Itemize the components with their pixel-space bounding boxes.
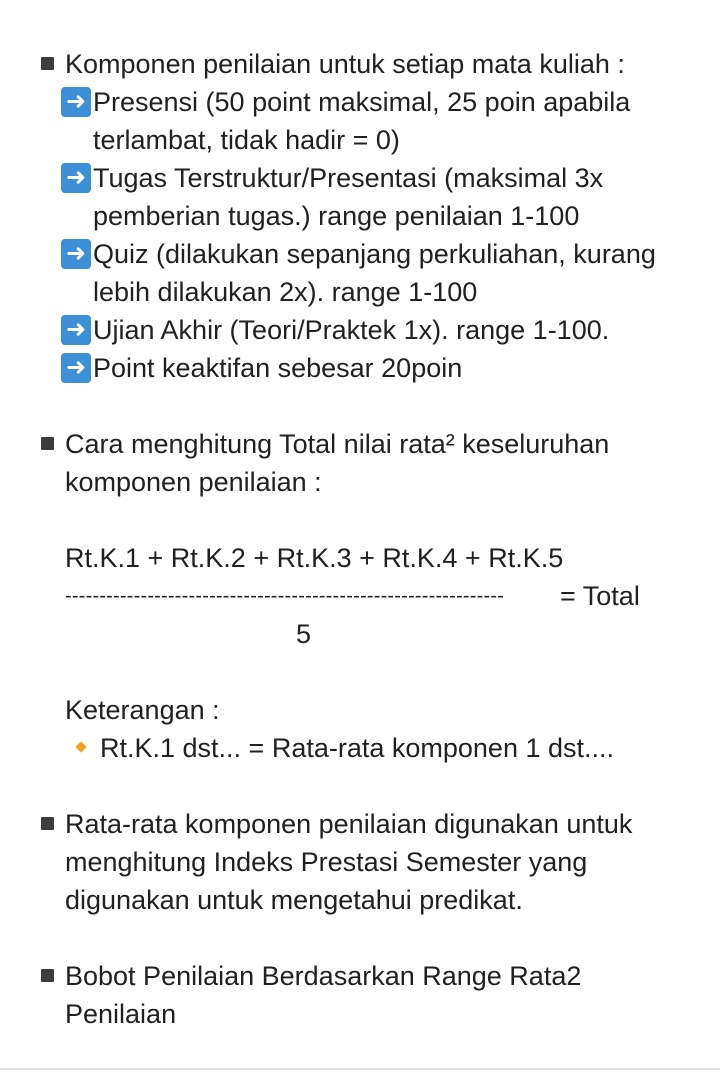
- right-arrow-icon: ➜: [61, 239, 91, 269]
- cara-heading-cont: komponen penilaian :: [65, 467, 322, 497]
- right-arrow-icon: ➜: [61, 315, 91, 345]
- komponen-item-tugas-cont: pemberian tugas.) range penilaian 1-100: [93, 201, 580, 231]
- cara-heading: Cara menghitung Total nilai rata² keseluruhan: [65, 429, 610, 459]
- black-square-icon: [41, 969, 54, 982]
- komponen-item-keaktifan: Point keaktifan sebesar 20poin: [93, 353, 463, 383]
- keterangan-item: Rt.K.1 dst... = Rata-rata komponen 1 dst....: [100, 733, 615, 763]
- black-square-icon: [41, 57, 54, 70]
- right-arrow-icon: ➜: [61, 163, 91, 193]
- ratarata-line-2: menghitung Indeks Prestasi Semester yang: [65, 847, 588, 877]
- bobot-line-2: Penilaian: [65, 999, 177, 1029]
- keterangan-label: Keterangan :: [65, 695, 220, 725]
- black-square-icon: [41, 437, 54, 450]
- komponen-item-ujian: Ujian Akhir (Teori/Praktek 1x). range 1-100.: [93, 315, 610, 345]
- bobot-line-1: Bobot Penilaian Berdasarkan Range Rata2: [65, 961, 582, 991]
- komponen-heading: Komponen penilaian untuk setiap mata kuliah :: [65, 49, 625, 79]
- right-arrow-icon: ➜: [61, 87, 91, 117]
- black-square-icon: [41, 817, 54, 830]
- komponen-item-presensi: Presensi (50 point maksimal, 25 poin apabila: [93, 87, 631, 117]
- ratarata-line-3: digunakan untuk mengetahui predikat.: [65, 885, 523, 915]
- formula-dash-line: ----------------------------------------------------------------: [65, 585, 505, 607]
- formula-result: = Total: [560, 581, 640, 611]
- komponen-item-quiz: Quiz (dilakukan sepanjang perkuliahan, kurang: [93, 239, 656, 269]
- komponen-item-quiz-cont: lebih dilakukan 2x). range 1-100: [93, 277, 478, 307]
- formula-numerator: Rt.K.1 + Rt.K.2 + Rt.K.3 + Rt.K.4 + Rt.K.5: [65, 543, 564, 573]
- formula-denominator: 5: [296, 619, 312, 649]
- orange-diamond-icon: [75, 741, 86, 752]
- ratarata-line-1: Rata-rata komponen penilaian digunakan untuk: [65, 809, 633, 839]
- right-arrow-icon: ➜: [61, 353, 91, 383]
- bottom-divider: [0, 1068, 720, 1070]
- komponen-item-tugas: Tugas Terstruktur/Presentasi (maksimal 3x: [93, 163, 604, 193]
- komponen-item-presensi-cont: terlambat, tidak hadir = 0): [93, 125, 400, 155]
